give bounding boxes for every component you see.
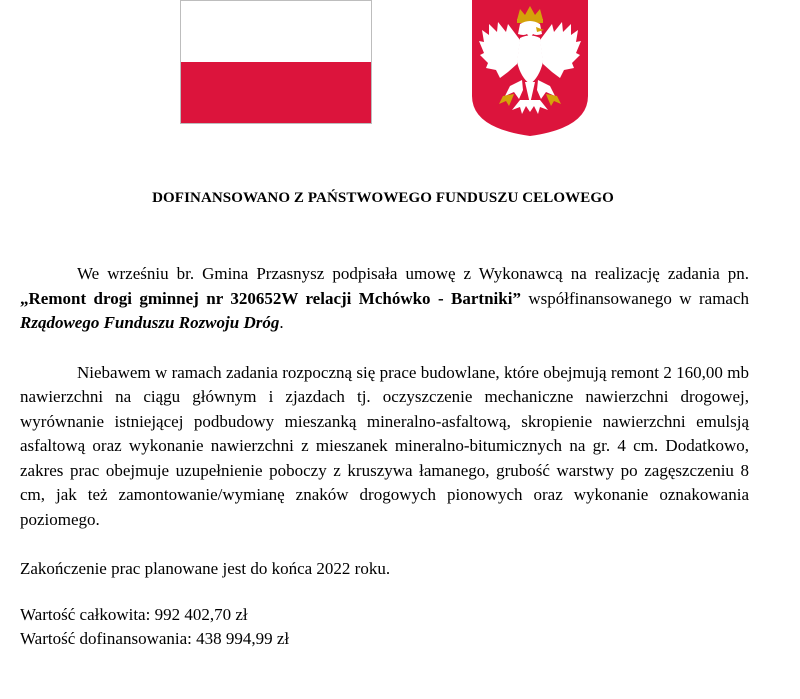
page-title: DOFINANSOWANO Z PAŃSTWOWEGO FUNDUSZU CELOWEGO: [152, 190, 614, 206]
flag-red-stripe: [181, 62, 371, 123]
polish-flag: [180, 0, 372, 124]
polish-eagle-emblem-icon: [470, 0, 590, 136]
fund-name: Rządowego Funduszu Rozwoju Dróg: [20, 313, 280, 332]
paragraph-contract: [20, 262, 749, 336]
total-value-text: Wartość całkowita: 992 402,70 zł: [20, 604, 248, 624]
task-name: „Remont drogi gminnej nr 320652W relacji Mchówko - Bartniki”: [20, 288, 521, 308]
completion-date-text: Zakończenie prac planowane jest do końca 2022 roku.: [20, 559, 391, 578]
flag-white-stripe: [181, 1, 371, 62]
paragraph-contract-end: .: [279, 313, 284, 332]
cofinancing-value-text: Wartość dofinansowania: 438 994,99 zł: [20, 628, 290, 648]
paragraph-contract-intro: We wrześniu br. Gmina Przasnysz podpisała umowę z Wykonawcą na realizację zadania pn.: [77, 264, 749, 283]
paragraph-works-scope: Niebawem w ramach zadania rozpoczną się prace budowlane, które obejmują remont 2 160,00 mb nawierzchni na ciągu głównym i zjazdach tj. oczyszczenie mechaniczne nawierzchni drogowej, wyrównanie istniejącej podbudowy mieszanką mineralno-asfaltową, skropienie nawierzchni emulsją asfaltową oraz wykonanie nawierzchni z mieszanek mineralno-bitumicznych na gr. 4 cm. Dodatkowo, zakres prac obejmuje uzupełnienie poboczy z kruszywa łamanego, grubość warstwy po zagęszczeniu 8 cm, jak też zamontowanie/wymianę znaków drogowych pionowych oraz wykonanie oznakowania poziomego.: [20, 362, 749, 529]
document-body: [20, 262, 749, 651]
paragraph-contract-middle: współfinansowanego w ramach: [520, 288, 750, 308]
